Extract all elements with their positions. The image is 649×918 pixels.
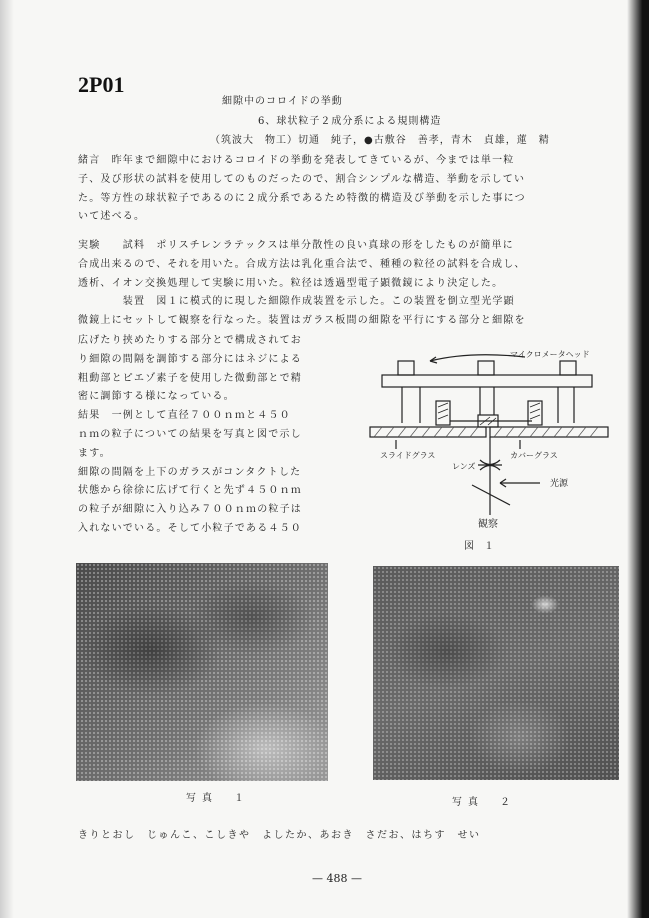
photo-1 xyxy=(76,563,328,781)
photo-2-caption: 写真 ２ xyxy=(452,797,516,808)
post-right xyxy=(560,361,576,375)
authors: （筑波大 物工）切通 純子，●古敷谷 善孝，青木 貞雄，蓮 精 xyxy=(210,135,550,146)
experiment-line: 透析、イオン交換処理して実験に用いた。粒径は透過型電子顕微鏡により決定した。 xyxy=(78,277,504,289)
label-micrometer-head: マイクロメータヘッド xyxy=(510,350,590,359)
label-slide-glass: スライドグラス xyxy=(380,451,436,460)
intro-line: 緒言 昨年まで細隙中におけるコロイドの挙動を発表してきているが、今までは単一粒 xyxy=(78,155,515,166)
left-line: ます。 xyxy=(78,447,111,459)
intro-line: 子、及び形状の試料を使用してのものだったので、割合シンプルな構造、挙動を示してい xyxy=(78,173,526,185)
experiment-line: 実験 試料 ポリスチレンラテックスは単分散性の良い真球の形をしたものが簡単に xyxy=(78,240,514,251)
left-line: の粒子が細隙に入り込み７００ｎｍの粒子は xyxy=(78,504,302,516)
figure-1-caption: 図 １ xyxy=(464,541,494,552)
page-shadow-left xyxy=(0,0,14,918)
left-line: 広げたり挟めたりする部分とで構成されてお xyxy=(78,335,302,346)
top-frame xyxy=(382,375,592,387)
page-shadow-right xyxy=(627,0,649,918)
label-observe: 観察 xyxy=(478,519,498,530)
left-line: 入れないでいる。そして小粒子である４５０ xyxy=(78,522,302,534)
authors-kana: きりとおし じゅんこ、こしきや よしたか、あおき さだお、はちす せい xyxy=(78,830,481,841)
title-main: 細隙中のコロイドの挙動 xyxy=(222,96,343,107)
left-line: 結果 一例として直径７００ｎｍと４５０ xyxy=(78,410,291,422)
left-line: 細隙の間隔を上下のガラスがコンタクトした xyxy=(78,466,302,478)
intro-line: た。等方性の球状粒子であるのに２成分系であるため特徴的構造及び挙動を示した事につ xyxy=(78,192,526,204)
label-lens: レンズ xyxy=(452,462,476,471)
photo-1-caption: 写真 １ xyxy=(186,793,250,804)
post-left xyxy=(398,361,414,375)
experiment-line: 微鏡上にセットして観察を行なった。装置はガラス板間の細隙を平行にする部分と細隙を xyxy=(78,315,526,327)
left-line: ｎｍの粒子についての結果を写真と図で示し xyxy=(78,428,302,440)
intro-line: いて述べる。 xyxy=(78,211,146,223)
label-light-source: 光源 xyxy=(550,479,569,489)
left-line: 状態から徐徐に広げて行くと先ず４５０ｎｍ xyxy=(78,485,302,497)
figure-1-apparatus xyxy=(360,345,630,560)
experiment-paragraph xyxy=(78,237,526,331)
left-line: り細隙の間隔を調節する部分にはネジによる xyxy=(78,353,302,365)
title-sub: 6、球状粒子２成分系による規則構造 xyxy=(258,116,442,127)
photo-2 xyxy=(373,566,619,780)
experiment-line: 装置 図１に模式的に現した細隙作成装置を示した。この装置を倒立型光学顕 xyxy=(78,296,515,308)
post-center xyxy=(478,361,494,375)
left-line: 密に調節する様になっている。 xyxy=(78,391,235,403)
abstract-code: 2P01 xyxy=(78,72,125,97)
page-number: — 488 — xyxy=(312,872,362,885)
label-cover-glass: カバーグラス xyxy=(510,451,558,460)
left-line: 粗動部とピエゾ素子を使用した微動部とで精 xyxy=(78,372,302,384)
left-column-text xyxy=(78,332,302,539)
experiment-line: 合成出来るので、それを用いた。合成方法は乳化重合法で、種種の粒径の試料を合成し、 xyxy=(78,258,526,270)
intro-paragraph xyxy=(78,152,526,227)
